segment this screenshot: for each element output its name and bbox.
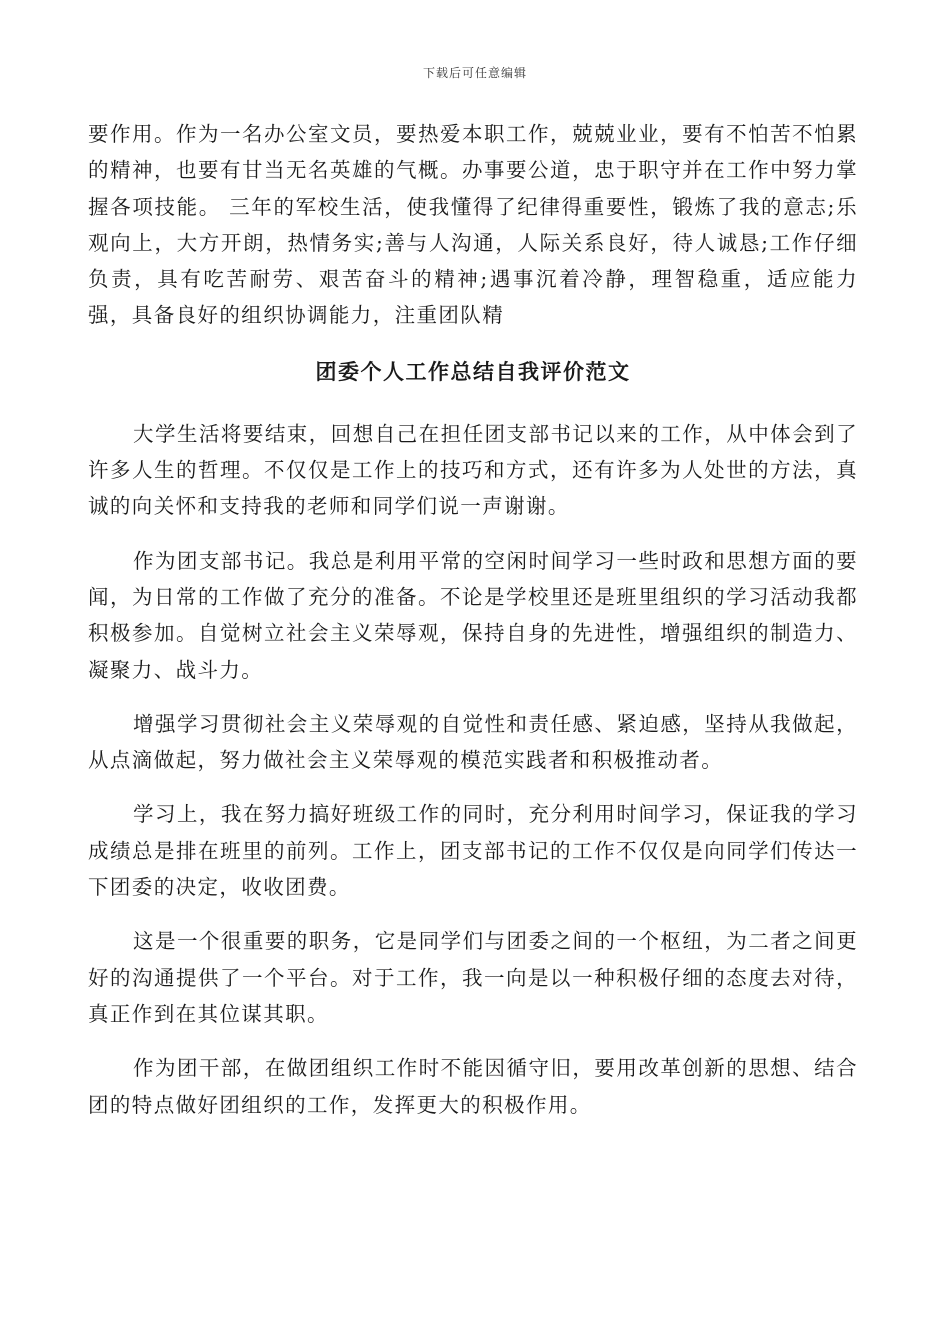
section-title: 团委个人工作总结自我评价范文 xyxy=(315,358,631,384)
document-body xyxy=(88,116,858,1123)
page-header-note: 下载后可任意编辑 xyxy=(422,66,527,80)
body-paragraph-5: 这是一个很重要的职务，它是同学们与团委之间的一个枢纽，为二者之间更好的沟通提供了一个平台。对于工作，我一向是以一种积极仔细的态度去对待，真正作到在其位谋其职。 xyxy=(88,929,858,1026)
body-paragraph-2: 作为团支部书记。我总是利用平常的空闲时间学习一些时政和思想方面的要闻，为日常的工作做了充分的准备。不论是学校里还是班里组织的学习活动我都积极参加。自觉树立社会主义荣辱观，保持自身的先进性，增强组织的制造力、凝聚力、战斗力。 xyxy=(88,548,858,682)
body-paragraph-1: 大学生活将要结束，回想自己在担任团支部书记以来的工作，从中体会到了许多人生的哲理。不仅仅是工作上的技巧和方式，还有许多为人处世的方法，真诚的向关怀和支持我的老师和同学们说一声谢谢。 xyxy=(88,421,858,519)
continuation-paragraph: 要作用。作为一名办公室文员，要热爱本职工作，兢兢业业，要有不怕苦不怕累的精神，也要有甘当无名英雄的气概。办事要公道，忠于职守并在工作中努力掌握各项技能。 三年的军校生活，使我懂得了纪律得重要性，锻炼了我的意志;乐观向上，大方开朗，热情务实;善与人沟通，人际关系良好，待人诚恳;工作仔细负责，具有吃苦耐劳、艰苦奋斗的精神;遇事沉着冷静，理智稳重，适应能力强，具备良好的组织协调能力，注重团队精 xyxy=(88,122,858,328)
body-paragraph-6: 作为团干部，在做团组织工作时不能因循守旧，要用改革创新的思想、结合团的特点做好团组织的工作，发挥更大的积极作用。 xyxy=(88,1056,858,1117)
body-paragraph-4: 学习上，我在努力搞好班级工作的同时，充分利用时间学习，保证我的学习成绩总是排在班里的前列。工作上，团支部书记的工作不仅仅是向同学们传达一下团委的决定，收收团费。 xyxy=(88,802,858,900)
body-paragraph-3: 增强学习贯彻社会主义荣辱观的自觉性和责任感、紧迫感，坚持从我做起，从点滴做起，努力做社会主义荣辱观的模范实践者和积极推动者。 xyxy=(88,711,858,773)
